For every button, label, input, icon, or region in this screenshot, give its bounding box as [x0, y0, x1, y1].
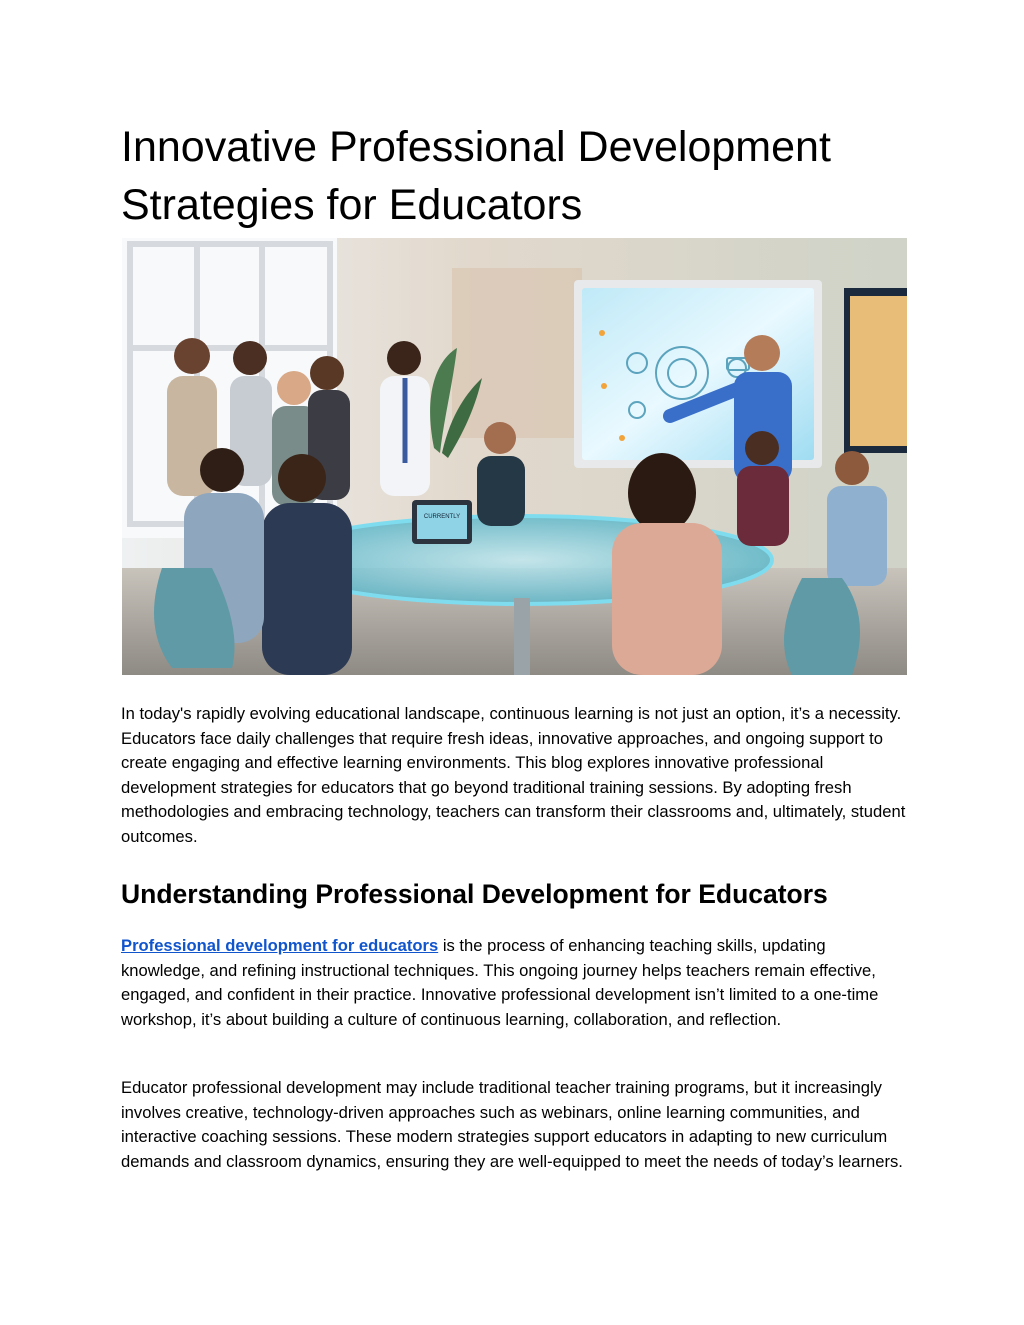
- tablet-screen-label: CURRENTLY: [423, 514, 461, 520]
- intro-paragraph: In today's rapidly evolving educational landscape, continuous learning is not just an option, it’s a necessity. Educators face daily challenges that require fresh ideas, innovative approaches, and ongoing support to create engaging and effective learning environments. This blog explores innovative professional development strategies for educators that go beyond traditional training sessions. By adopting fresh methodologies and embracing technology, teachers can transform their classrooms and, ultimately, student outcomes.: [121, 704, 906, 846]
- classroom-photo-icon: [122, 238, 907, 675]
- section-heading: Understanding Professional Development for Educators: [121, 879, 828, 909]
- paragraph-educator-development: Educator professional development may include traditional teacher training programs, but it increasingly involves creative, technology-driven approaches such as webinars, online learning communities, and interactive coaching sessions. These modern strategies support educators in adapting to new curriculum demands and classroom dynamics, ensuring they are well-equipped to meet the needs of today’s learners.: [121, 1078, 903, 1171]
- paragraph-text: is the process of enhancing teaching skills, updating knowledge, and refining instructional techniques. This ongoing journey helps teachers remain effective, engaged, and confident in their practice. Innovative professional development isn’t limited to a one-time workshop, it’s about building a culture of continuous learning, collaboration, and reflection.: [121, 936, 879, 1029]
- page-title: Innovative Professional Development Strategies for Educators: [121, 123, 831, 229]
- hero-image: [122, 238, 907, 675]
- paragraph-professional-development: [121, 934, 907, 1032]
- professional-development-link[interactable]: Professional development for educators: [121, 936, 439, 955]
